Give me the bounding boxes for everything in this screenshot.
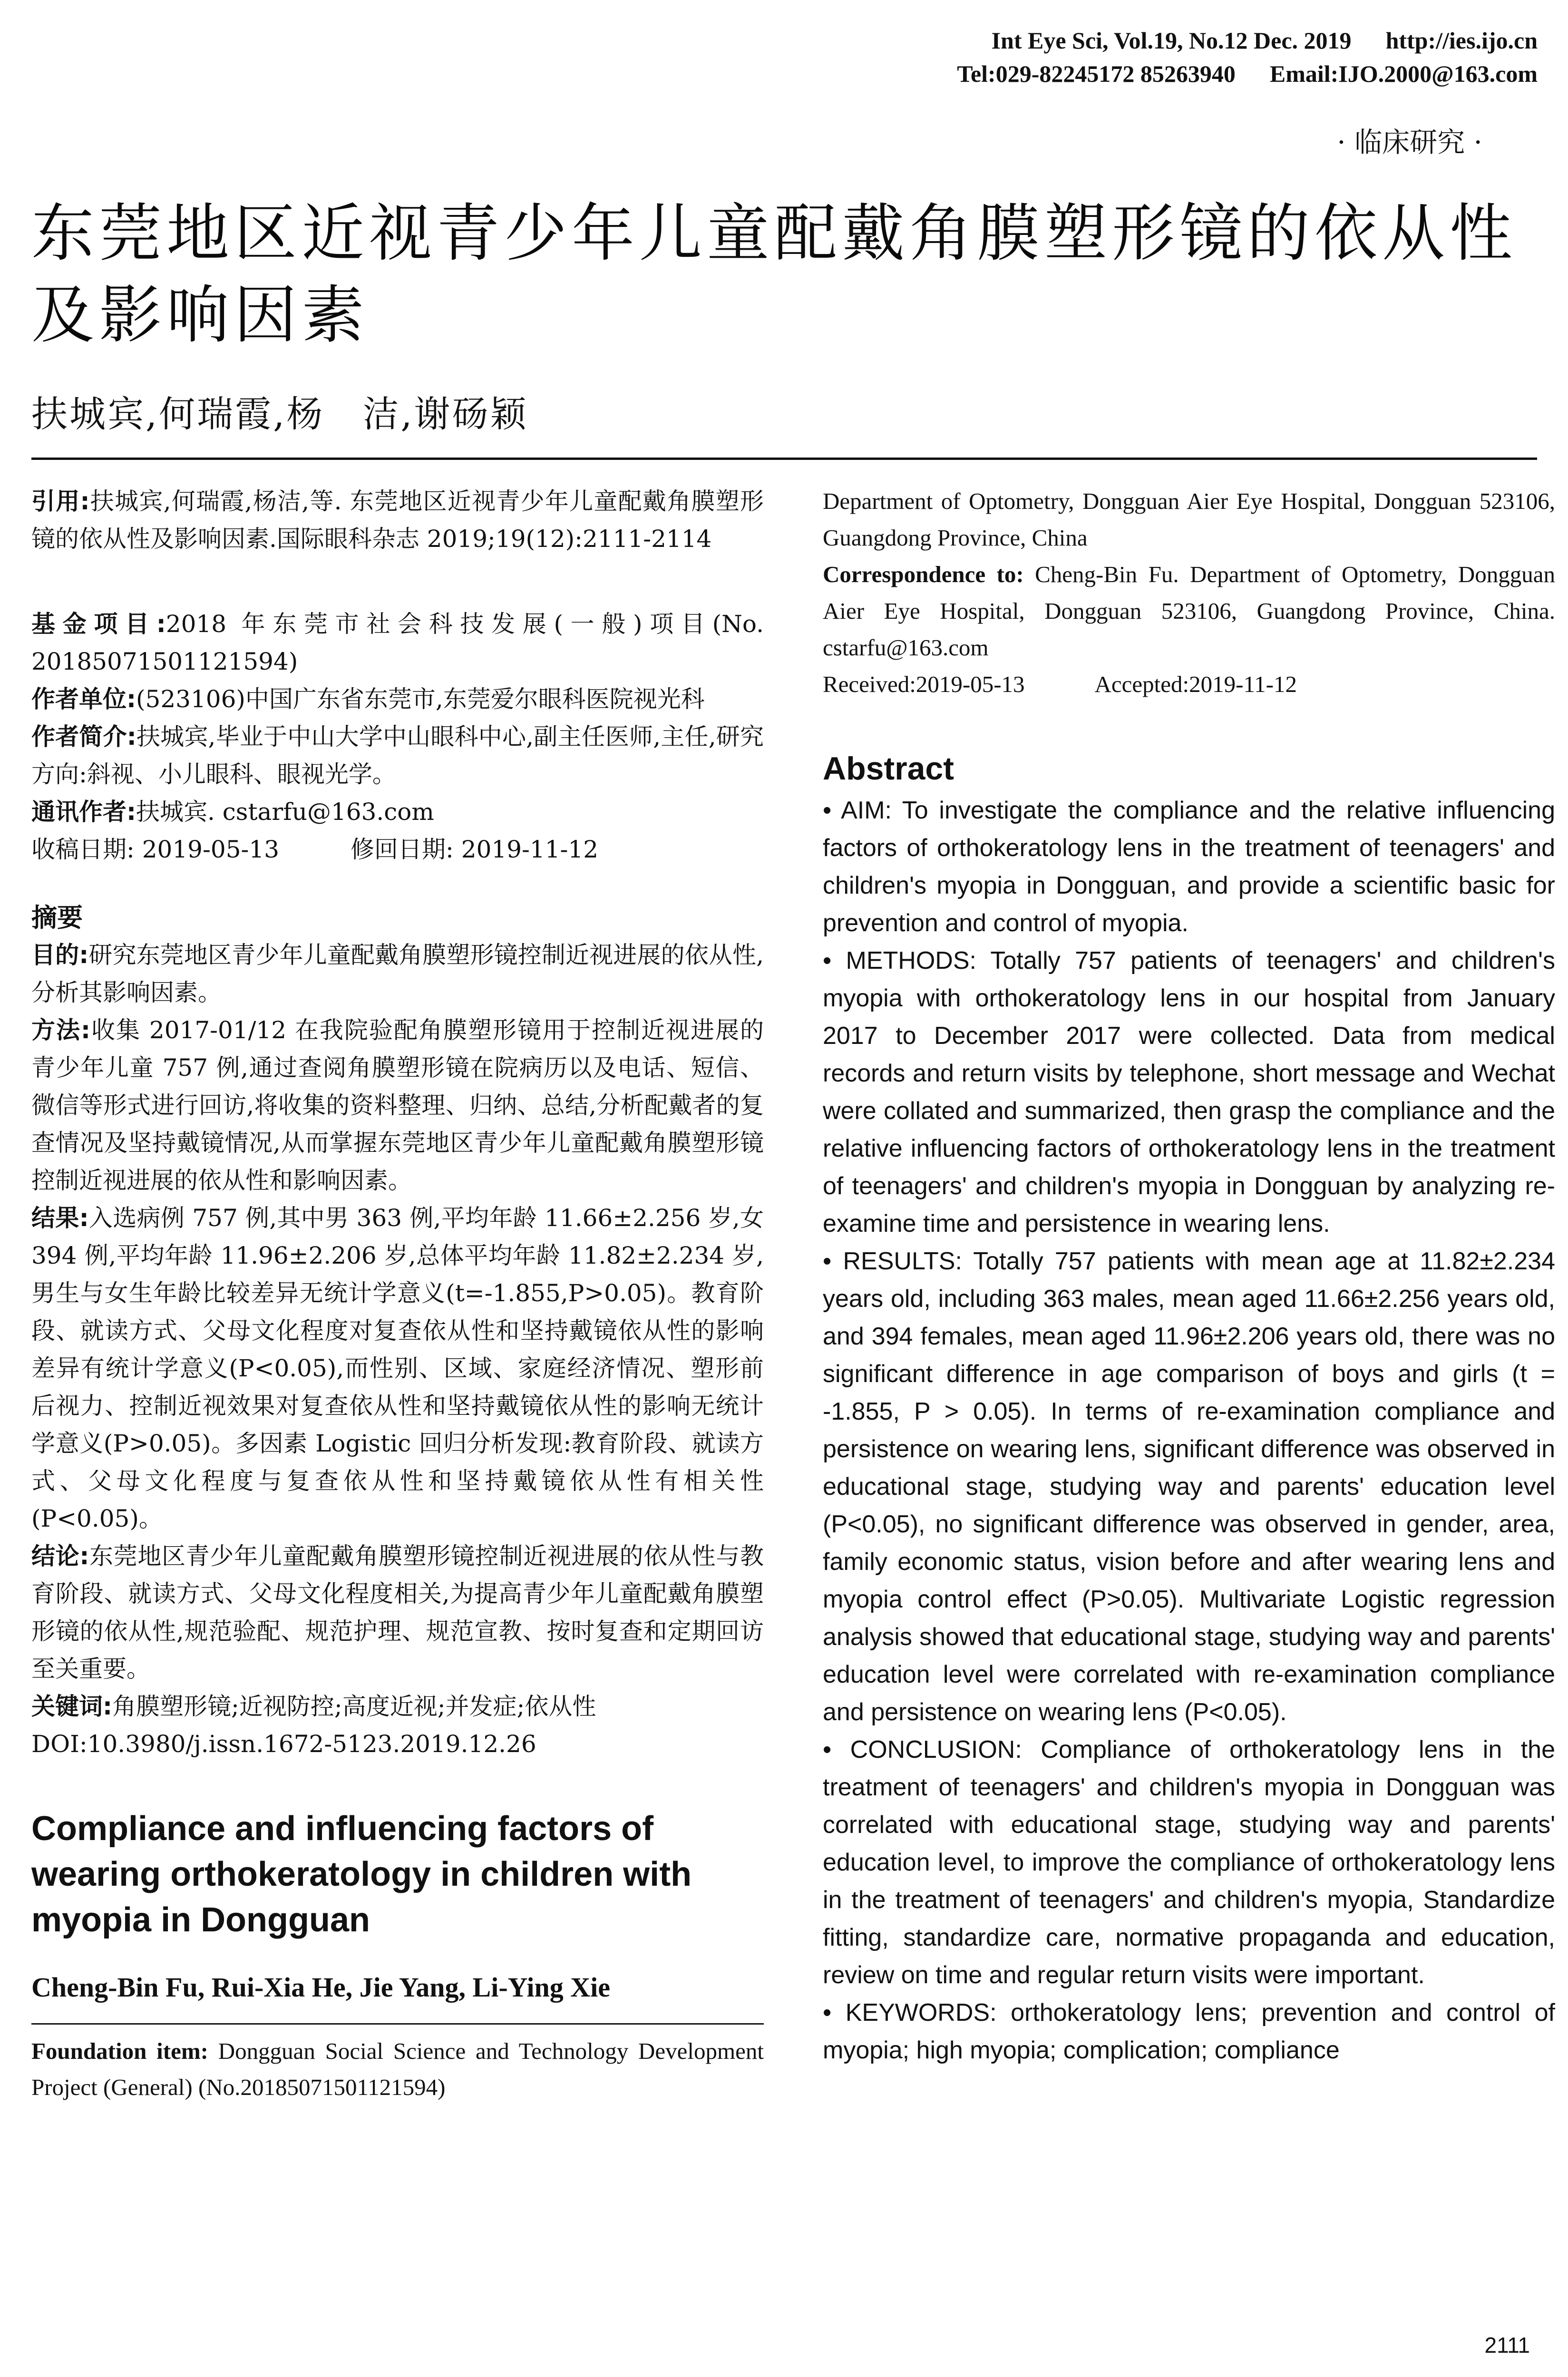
english-authors: Cheng-Bin Fu, Rui-Xia He, Jie Yang, Li-Ying Xie xyxy=(31,1972,611,2003)
correspondence xyxy=(823,556,1555,666)
methods-zh xyxy=(31,1012,764,1199)
abstract-methods: • METHODS: Totally 757 patients of teenagers' and children's myopia with orthokeratology lens in our hospital from January 2017 to December 2017 were collected. Data from medical records and return visits by telephone, short message and Wechat were collated and summarized, then grasp the compliance and the relative influencing factors of orthokeratology lens in the treatment of teenagers' and children's myopia in Dongguan by analyzing re-examine time and persistence in wearing lens. xyxy=(823,947,1555,1237)
abstract-aim: • AIM: To investigate the compliance and the relative influencing factors of orthokeratology lens in the treatment of teenagers' and children's myopia in Dongguan, and provide a scientific basic for prevention and control of myopia. xyxy=(823,797,1555,937)
article-title: 东莞地区近视青少年儿童配戴角膜塑形镜的依从性及影响因素 xyxy=(31,197,1517,352)
abstract-conclusion: • CONCLUSION: Compliance of orthokeratology lens in the treatment of teenagers' and children's myopia in Dongguan was correlated with educational stage, studying way and parents' education level, to improve the compliance of orthokeratology lens in the treatment of teenagers' and children's myopia, Standardize fitting, standardize care, normative propaganda and education, review on time and regular return visits were important. xyxy=(823,1736,1555,1989)
correspondence-label: Correspondence to: xyxy=(823,561,1024,587)
journal-header xyxy=(957,24,1538,90)
authors-zh: 扶城宾,何瑞霞,杨 洁,谢砀颖 xyxy=(31,393,528,435)
journal-info: Int Eye Sci, Vol.19, No.12 Dec. 2019 xyxy=(991,27,1352,54)
aim-text-zh: 研究东莞地区青少年儿童配戴角膜塑形镜控制近视进展的依从性,分析其影响因素。 xyxy=(31,941,764,1006)
conclusion-zh xyxy=(31,1538,764,1688)
keywords-zh xyxy=(31,1688,764,1725)
unit-text: (523106)中国广东省东莞市,东莞爱尔眼科医院视光科 xyxy=(136,685,705,713)
bio-label: 作者简介: xyxy=(31,723,136,750)
results-zh xyxy=(31,1199,764,1538)
header-rule xyxy=(31,458,1537,460)
corr-text: 扶城宾. cstarfu@163.com xyxy=(136,798,434,826)
fund-label: 基金项目: xyxy=(31,610,166,638)
citation-label: 引用: xyxy=(31,487,90,515)
citation xyxy=(31,483,764,558)
corresponding-author xyxy=(31,793,764,831)
aim-label-zh: 目的: xyxy=(31,941,89,969)
affiliation: Department of Optometry, Dongguan Aier Eye Hospital, Dongguan 523106, Guangdong Province, China xyxy=(823,488,1555,551)
dates-zh: 收稿日期: 2019-05-13 修回日期: 2019-11-12 xyxy=(31,836,599,863)
journal-url: http://ies.ijo.cn xyxy=(1385,27,1538,54)
correspondence-text: Cheng-Bin Fu. Department of Optometry, Dongguan Aier Eye Hospital, Dongguan 523106, Guangdong Province, China. cstarfu@163.com xyxy=(823,561,1556,661)
dates-en: Received:2019-05-13 Accepted:2019-11-12 xyxy=(823,671,1297,697)
methods-label-zh: 方法: xyxy=(31,1016,90,1044)
keywords-text-zh: 角膜塑形镜;近视防控;高度近视;并发症;依从性 xyxy=(112,1693,596,1720)
keywords-label-zh: 关键词: xyxy=(31,1693,112,1720)
fund xyxy=(31,605,764,681)
journal-tel: Tel:029-82245172 85263940 xyxy=(957,60,1236,87)
chinese-front-matter xyxy=(31,483,764,1763)
corr-label: 通讯作者: xyxy=(31,798,136,826)
results-text-zh: 入选病例 757 例,其中男 363 例,平均年龄 11.66±2.256 岁,女 394 例,平均年龄 11.96±2.206 岁,总体平均年龄 11.82±2.234 岁,男生与女生年龄比较差异无统计学意义(t=-1.855,P>0.05)。教育阶段、就读方式、父母文化程度对复查依从性和坚持戴镜依从性的影响差异有统计学意义(P<0.05),而性别、区域、家庭经济情况、塑形前后视力、控制近视效果对复查依从性和坚持戴镜依从性的影响无统计学意义(P>0.05)。多因素 Logistic 回归分析发现:教育阶段、就读方式、父母文化程度与复查依从性和坚持戴镜依从性有相关性(P<0.05)。 xyxy=(31,1204,764,1532)
doi: DOI:10.3980/j.issn.1672-5123.2019.12.26 xyxy=(31,1730,536,1758)
abstract-keywords: • KEYWORDS: orthokeratology lens; prevention and control of myopia; high myopia; complication; compliance xyxy=(823,1999,1555,2064)
conclusion-text-zh: 东莞地区青少年儿童配戴角膜塑形镜控制近视进展的依从性与教育阶段、就读方式、父母文化程度相关,为提高青少年儿童配戴角膜塑形镜的依从性,规范验配、规范护理、规范宣教、按时复查和定期回访至关重要。 xyxy=(31,1542,764,1683)
journal-email: Email:IJO.2000@163.com xyxy=(1269,60,1538,87)
conclusion-label-zh: 结论: xyxy=(31,1542,89,1570)
aim-zh xyxy=(31,936,764,1012)
section-tag: · 临床研究 · xyxy=(1337,126,1482,158)
results-label-zh: 结果: xyxy=(31,1204,89,1232)
author-unit xyxy=(31,681,764,718)
unit-label: 作者单位: xyxy=(31,685,136,713)
abstract-title: Abstract xyxy=(823,750,954,787)
author-bio xyxy=(31,718,764,793)
page-number: 2111 xyxy=(1484,2333,1530,2358)
english-title: Compliance and influencing factors of wearing orthokeratology in children with myopia in Dongguan xyxy=(31,1810,692,1939)
citation-text: 扶城宾,何瑞霞,杨洁,等. 东莞地区近视青少年儿童配戴角膜塑形镜的依从性及影响因素.国际眼科杂志 2019;19(12):2111-2114 xyxy=(31,487,764,553)
foundation-rule xyxy=(31,2023,764,2025)
foundation-item xyxy=(31,2033,764,2105)
foundation-text: Dongguan Social Science and Technology Development Project (General) (No.20185071501121594) xyxy=(31,2038,764,2100)
bio-text: 扶城宾,毕业于中山大学中山眼科中心,副主任医师,主任,研究方向:斜视、小儿眼科、眼视光学。 xyxy=(31,723,764,788)
left-column xyxy=(31,483,764,2105)
foundation-label: Foundation item: xyxy=(31,2038,208,2064)
fund-text: 2018 年东莞市社会科技发展(一般)项目(No. 20185071501121594) xyxy=(31,610,764,675)
methods-text-zh: 收集 2017-01/12 在我院验配角膜塑形镜用于控制近视进展的青少年儿童 757 例,通过查阅角膜塑形镜在院病历以及电话、短信、微信等形式进行回访,将收集的资料整理、归纳、总结,分析配戴者的复查情况及坚持戴镜情况,从而掌握东莞地区青少年儿童配戴角膜塑形镜控制近视进展的依从性和影响因素。 xyxy=(31,1016,764,1194)
abstract-heading-zh: 摘要 xyxy=(31,903,83,933)
abstract-results: • RESULTS: Totally 757 patients with mean age at 11.82±2.234 years old, including 363 males, mean aged 11.66±2.256 years old, and 394 females, mean aged 11.96±2.206 years old, there was no significant difference in age comparison of boys and girls (t = -1.855, P > 0.05). In terms of re-examination compliance and persistence on wearing lens, significant difference was observed in educational stage, studying way and parents' education level (P<0.05), no significant difference was observed in gender, area, family economic status, vision before and after wearing lens and myopia control effect (P>0.05). Multivariate Logistic regression analysis showed that educational stage, studying way and parents' education level were correlated with re-examination compliance and persistence on wearing lens (P<0.05). xyxy=(823,1247,1555,1726)
right-column xyxy=(823,483,1555,2069)
